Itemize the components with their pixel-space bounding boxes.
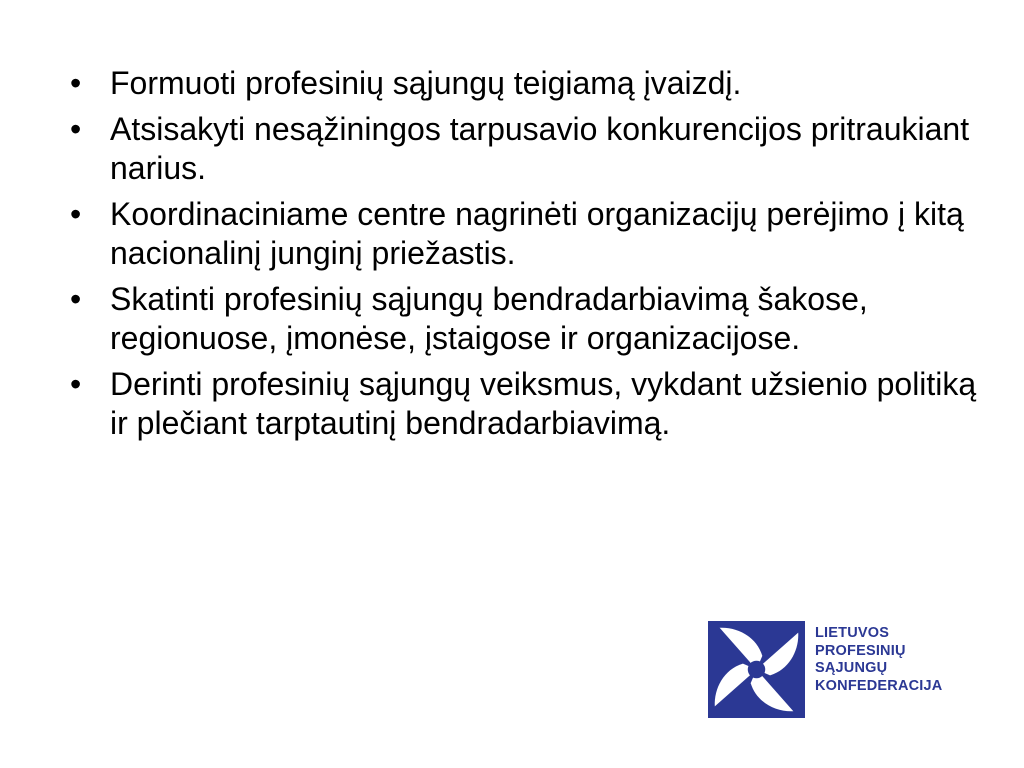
bullet-item [70, 110, 990, 188]
bullet-text: Derinti profesinių sąjungų veiksmus, vykdant užsienio politiką ir plečiant tarptautinį bendradarbiavimą. [110, 366, 977, 441]
logo-line: PROFESINIŲ [815, 642, 906, 659]
swirl-logo-icon [708, 621, 805, 718]
bullet-list [70, 64, 990, 450]
bullet-marker: • [70, 65, 82, 101]
bullet-marker: • [70, 366, 82, 402]
bullet-marker: • [70, 196, 82, 232]
logo-line: KONFEDERACIJA [815, 677, 943, 694]
bullet-text: Formuoti profesinių sąjungų teigiamą įvaizdį. [110, 65, 742, 101]
organization-logo [708, 621, 968, 718]
bullet-marker: • [70, 111, 82, 147]
logo-line: SĄJUNGŲ [815, 660, 888, 676]
bullet-item [70, 195, 990, 273]
bullet-text: Atsisakyti nesąžiningos tarpusavio konkurencijos pritraukiant narius. [110, 111, 970, 186]
bullet-text: Skatinti profesinių sąjungų bendradarbiavimą šakose, regionuose, įmonėse, įstaigose ir organizacijose. [110, 281, 868, 356]
bullet-item [70, 64, 990, 103]
logo-line: LIETUVOS [815, 625, 890, 641]
bullet-item [70, 365, 990, 443]
bullet-marker: • [70, 281, 82, 317]
bullet-item [70, 280, 990, 358]
logo-wordmark [815, 625, 975, 695]
logo-center [748, 661, 765, 678]
bullet-text: Koordinaciniame centre nagrinėti organizacijų perėjimo į kitą nacionalinį junginį priežastis. [110, 196, 964, 271]
